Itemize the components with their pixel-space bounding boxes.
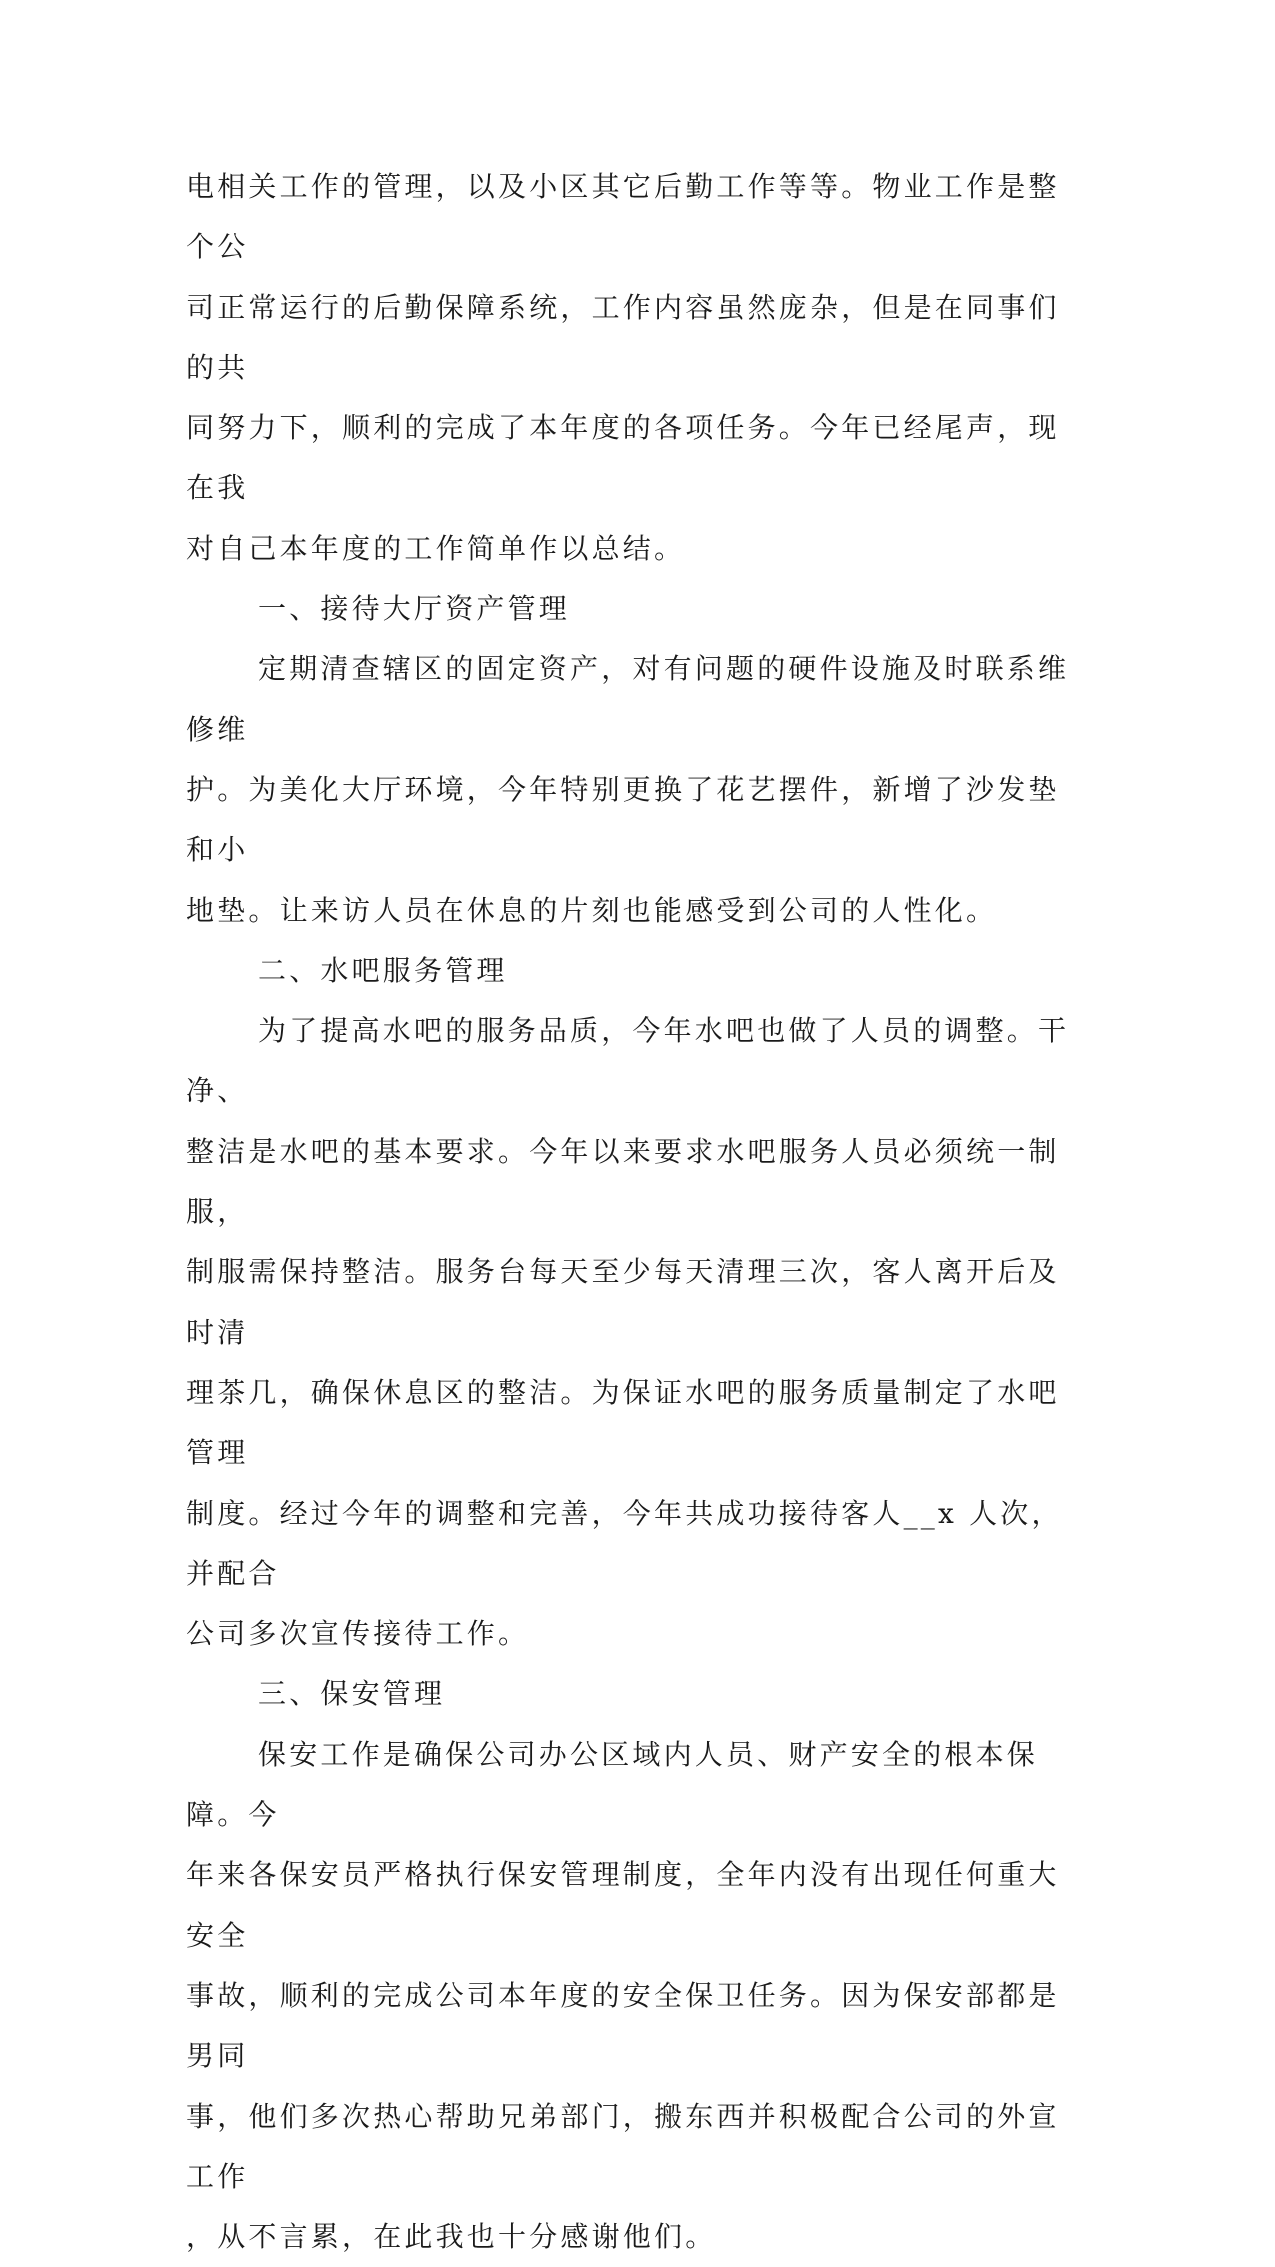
text-line: 保安工作是确保公司办公区域内人员、财产安全的根本保障。今 <box>186 1737 1039 1832</box>
text-line: 事，他们多次热心帮助兄弟部门，搬东西并积极配合公司的外宣工作 <box>186 2099 1060 2193</box>
text-line: 定期清查辖区的固定资产，对有问题的硬件设施及时联系维修维 <box>186 652 1070 746</box>
section-heading-water-bar: 二、水吧服务管理 <box>258 953 508 987</box>
section-heading-security: 三、保安管理 <box>258 1677 446 1711</box>
text-line: 护。为美化大厅环境，今年特别更换了花艺摆件，新增了沙发垫和小 <box>186 772 1060 867</box>
text-line: 司正常运行的后勤保障系统，工作内容虽然庞杂，但是在同事们的共 <box>186 290 1060 384</box>
text-line: 公司多次宣传接待工作。 <box>186 1617 530 1651</box>
text-line: ，从不言累，在此我也十分感谢他们。 <box>186 2220 717 2254</box>
document-body <box>186 157 1076 2267</box>
text-line: 同努力下，顺利的完成了本年度的各项任务。今年已经尾声，现在我 <box>186 411 1060 505</box>
text-line: 为了提高水吧的服务品质，今年水吧也做了人员的调整。干净、 <box>186 1014 1070 1108</box>
text-line: 制服需保持整洁。服务台每天至少每天清理三次，客人离开后及时清 <box>186 1255 1060 1349</box>
text-line: 地垫。让来访人员在休息的片刻也能感受到公司的人性化。 <box>186 893 998 927</box>
section-heading-reception: 一、接待大厅资产管理 <box>258 592 571 626</box>
text-line: 对自己本年度的工作简单作以总结。 <box>186 531 686 565</box>
text-line: 整洁是水吧的基本要求。今年以来要求水吧服务人员必须统一制服， <box>186 1134 1060 1229</box>
text-line: 年来各保安员严格执行保安管理制度，全年内没有出现任何重大安全 <box>186 1858 1060 1952</box>
text-line: 电相关工作的管理，以及小区其它后勤工作等等。物业工作是整个公 <box>186 170 1060 264</box>
text-line: 理茶几，确保休息区的整洁。为保证水吧的服务质量制定了水吧管理 <box>186 1375 1060 1470</box>
text-line: 事故，顺利的完成公司本年度的安全保卫任务。因为保安部都是男同 <box>186 1978 1060 2073</box>
text-line: 制度。经过今年的调整和完善，今年共成功接待客人__x 人次，并配合 <box>186 1496 1063 1590</box>
